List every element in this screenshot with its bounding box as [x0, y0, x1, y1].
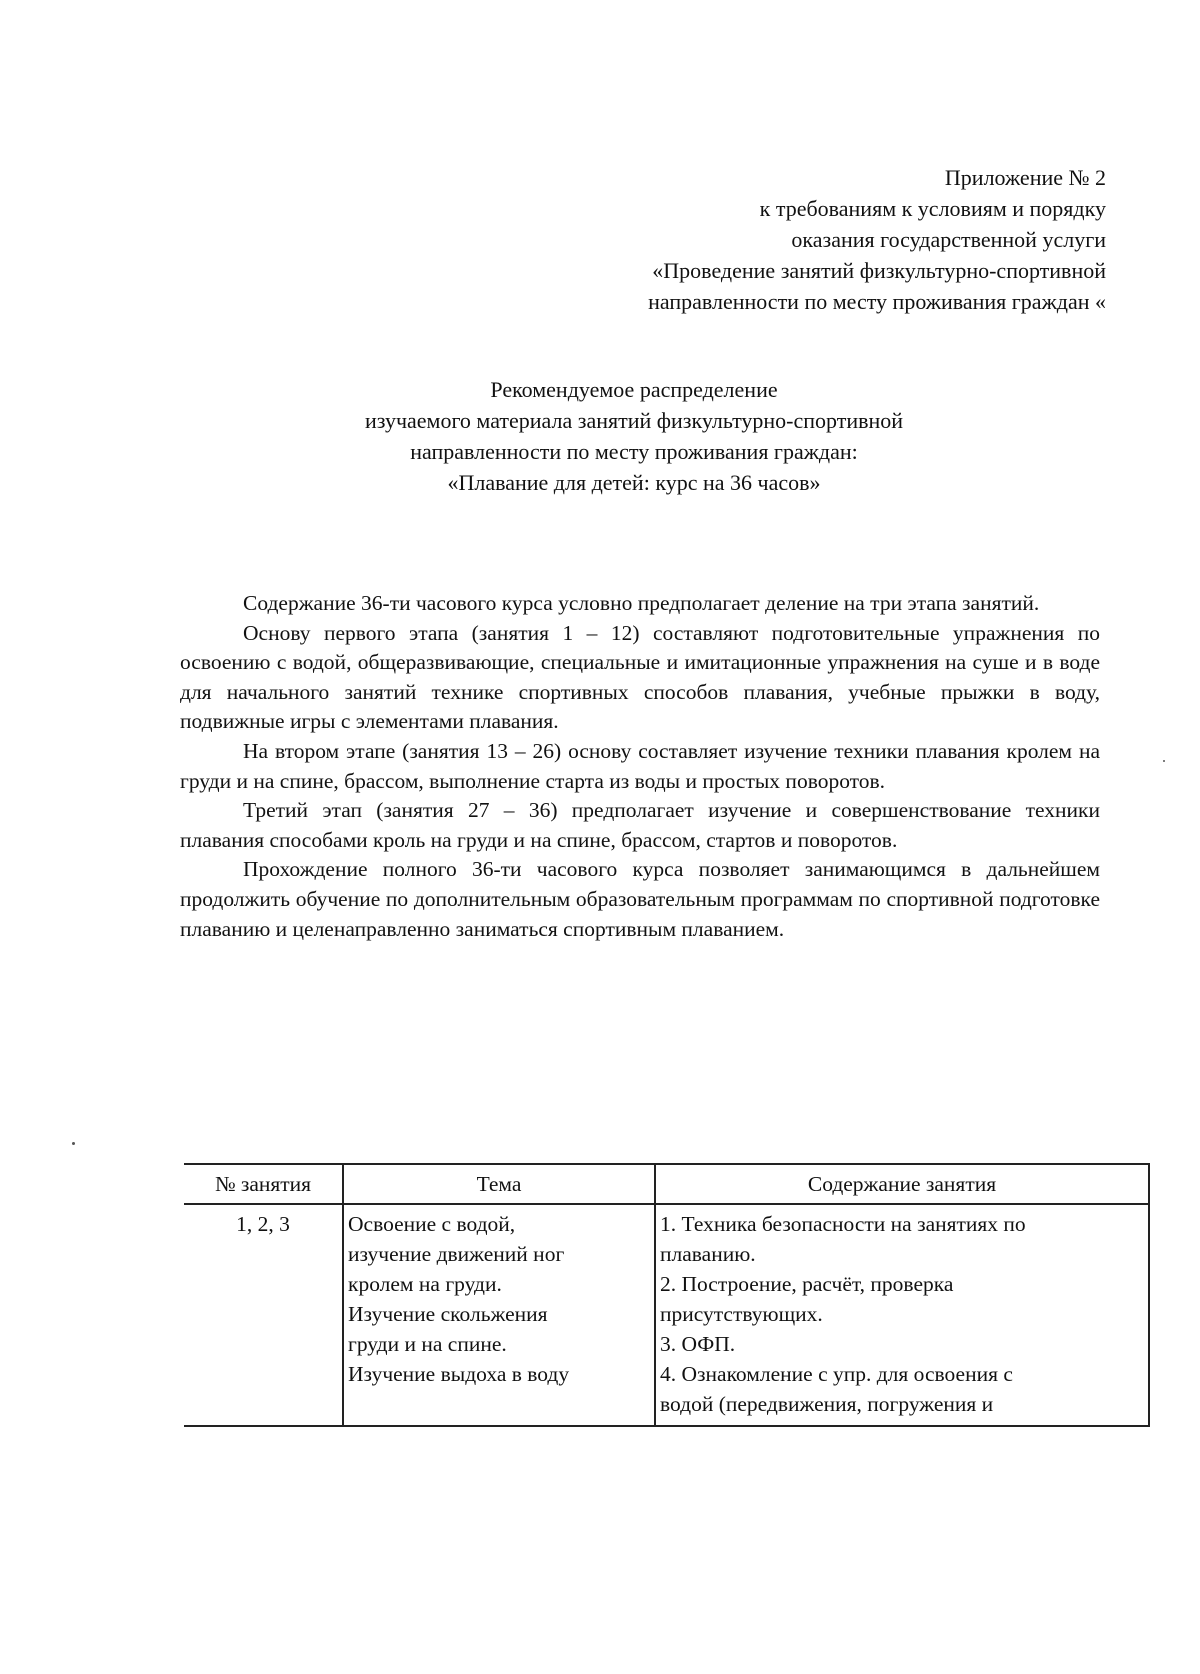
- table-row: [184, 1204, 1149, 1426]
- document-title: [0, 374, 1200, 498]
- lesson-number-cell: 1, 2, 3: [184, 1204, 343, 1426]
- paragraph: Основу первого этапа (занятия 1 – 12) составляют подготовительные упражнения по освоению с водой, общеразвивающие, специальные и имитационные упражнения на суше и в воде для начального занятий технике спортивных способов плавания, учебные прыжки в воду, подвижные игры с элементами плавания.: [180, 620, 1100, 734]
- topic-line: Изучение выдоха в воду: [348, 1362, 570, 1386]
- topic-line: кролем на груди.: [348, 1272, 502, 1296]
- paragraph: Прохождение полного 36-ти часового курса позволяет занимающимся в дальнейшем продолжить обучение по дополнительным образовательным программам по спортивной подготовке плаванию и целенаправленно заниматься спортивным плаванием.: [180, 857, 1100, 941]
- topic-line: изучение движений ног: [348, 1242, 565, 1266]
- paragraph: Содержание 36-ти часового курса условно предполагает деление на три этапа занятий.: [243, 591, 1040, 615]
- content-line: 3. ОФП.: [660, 1332, 736, 1356]
- scan-speck: [72, 1142, 75, 1145]
- content-line: присутствующих.: [660, 1302, 823, 1326]
- header-lesson-number: № занятия: [184, 1164, 343, 1204]
- topic-cell: [343, 1204, 655, 1426]
- content-line: плаванию.: [660, 1242, 756, 1266]
- topic-line: Освоение с водой,: [348, 1212, 516, 1236]
- lesson-plan-table: [184, 1163, 1150, 1427]
- annex-line: к требованиям к условиям и порядку: [759, 196, 1106, 221]
- title-line: Рекомендуемое распределение: [490, 377, 778, 402]
- header-lesson-content: Содержание занятия: [655, 1164, 1149, 1204]
- annex-line: направленности по месту проживания граждан «: [648, 289, 1106, 314]
- paragraph: Третий этап (занятия 27 – 36) предполагает изучение и совершенствование техники плавания способами кроль на груди и на спине, брассом, стартов и поворотов.: [180, 798, 1100, 852]
- title-line: «Плавание для детей: курс на 36 часов»: [447, 470, 821, 495]
- annex-line: оказания государственной услуги: [791, 227, 1106, 252]
- table-header-row: [184, 1164, 1149, 1204]
- header-topic: Тема: [343, 1164, 655, 1204]
- content-line: 4. Ознакомление с упр. для освоения с: [660, 1362, 1013, 1386]
- annex-line: «Проведение занятий физкультурно-спортивной: [652, 258, 1106, 283]
- course-description: [180, 589, 1100, 944]
- content-line: водой (передвижения, погружения и: [660, 1392, 994, 1416]
- topic-line: груди и на спине.: [348, 1332, 507, 1356]
- title-line: направленности по месту проживания граждан:: [410, 439, 858, 464]
- topic-line: Изучение скольжения: [348, 1302, 548, 1326]
- scan-speck: [1163, 760, 1165, 762]
- title-line: изучаемого материала занятий физкультурно-спортивной: [364, 408, 904, 433]
- content-line: 1. Техника безопасности на занятиях по: [660, 1212, 1026, 1236]
- content-line: 2. Построение, расчёт, проверка: [660, 1272, 954, 1296]
- annex-line: Приложение № 2: [944, 165, 1106, 190]
- annex-header: [648, 162, 1106, 317]
- paragraph: На втором этапе (занятия 13 – 26) основу составляет изучение техники плавания кролем на груди и на спине, брассом, выполнение старта из воды и простых поворотов.: [180, 738, 1100, 793]
- content-cell: [655, 1204, 1149, 1426]
